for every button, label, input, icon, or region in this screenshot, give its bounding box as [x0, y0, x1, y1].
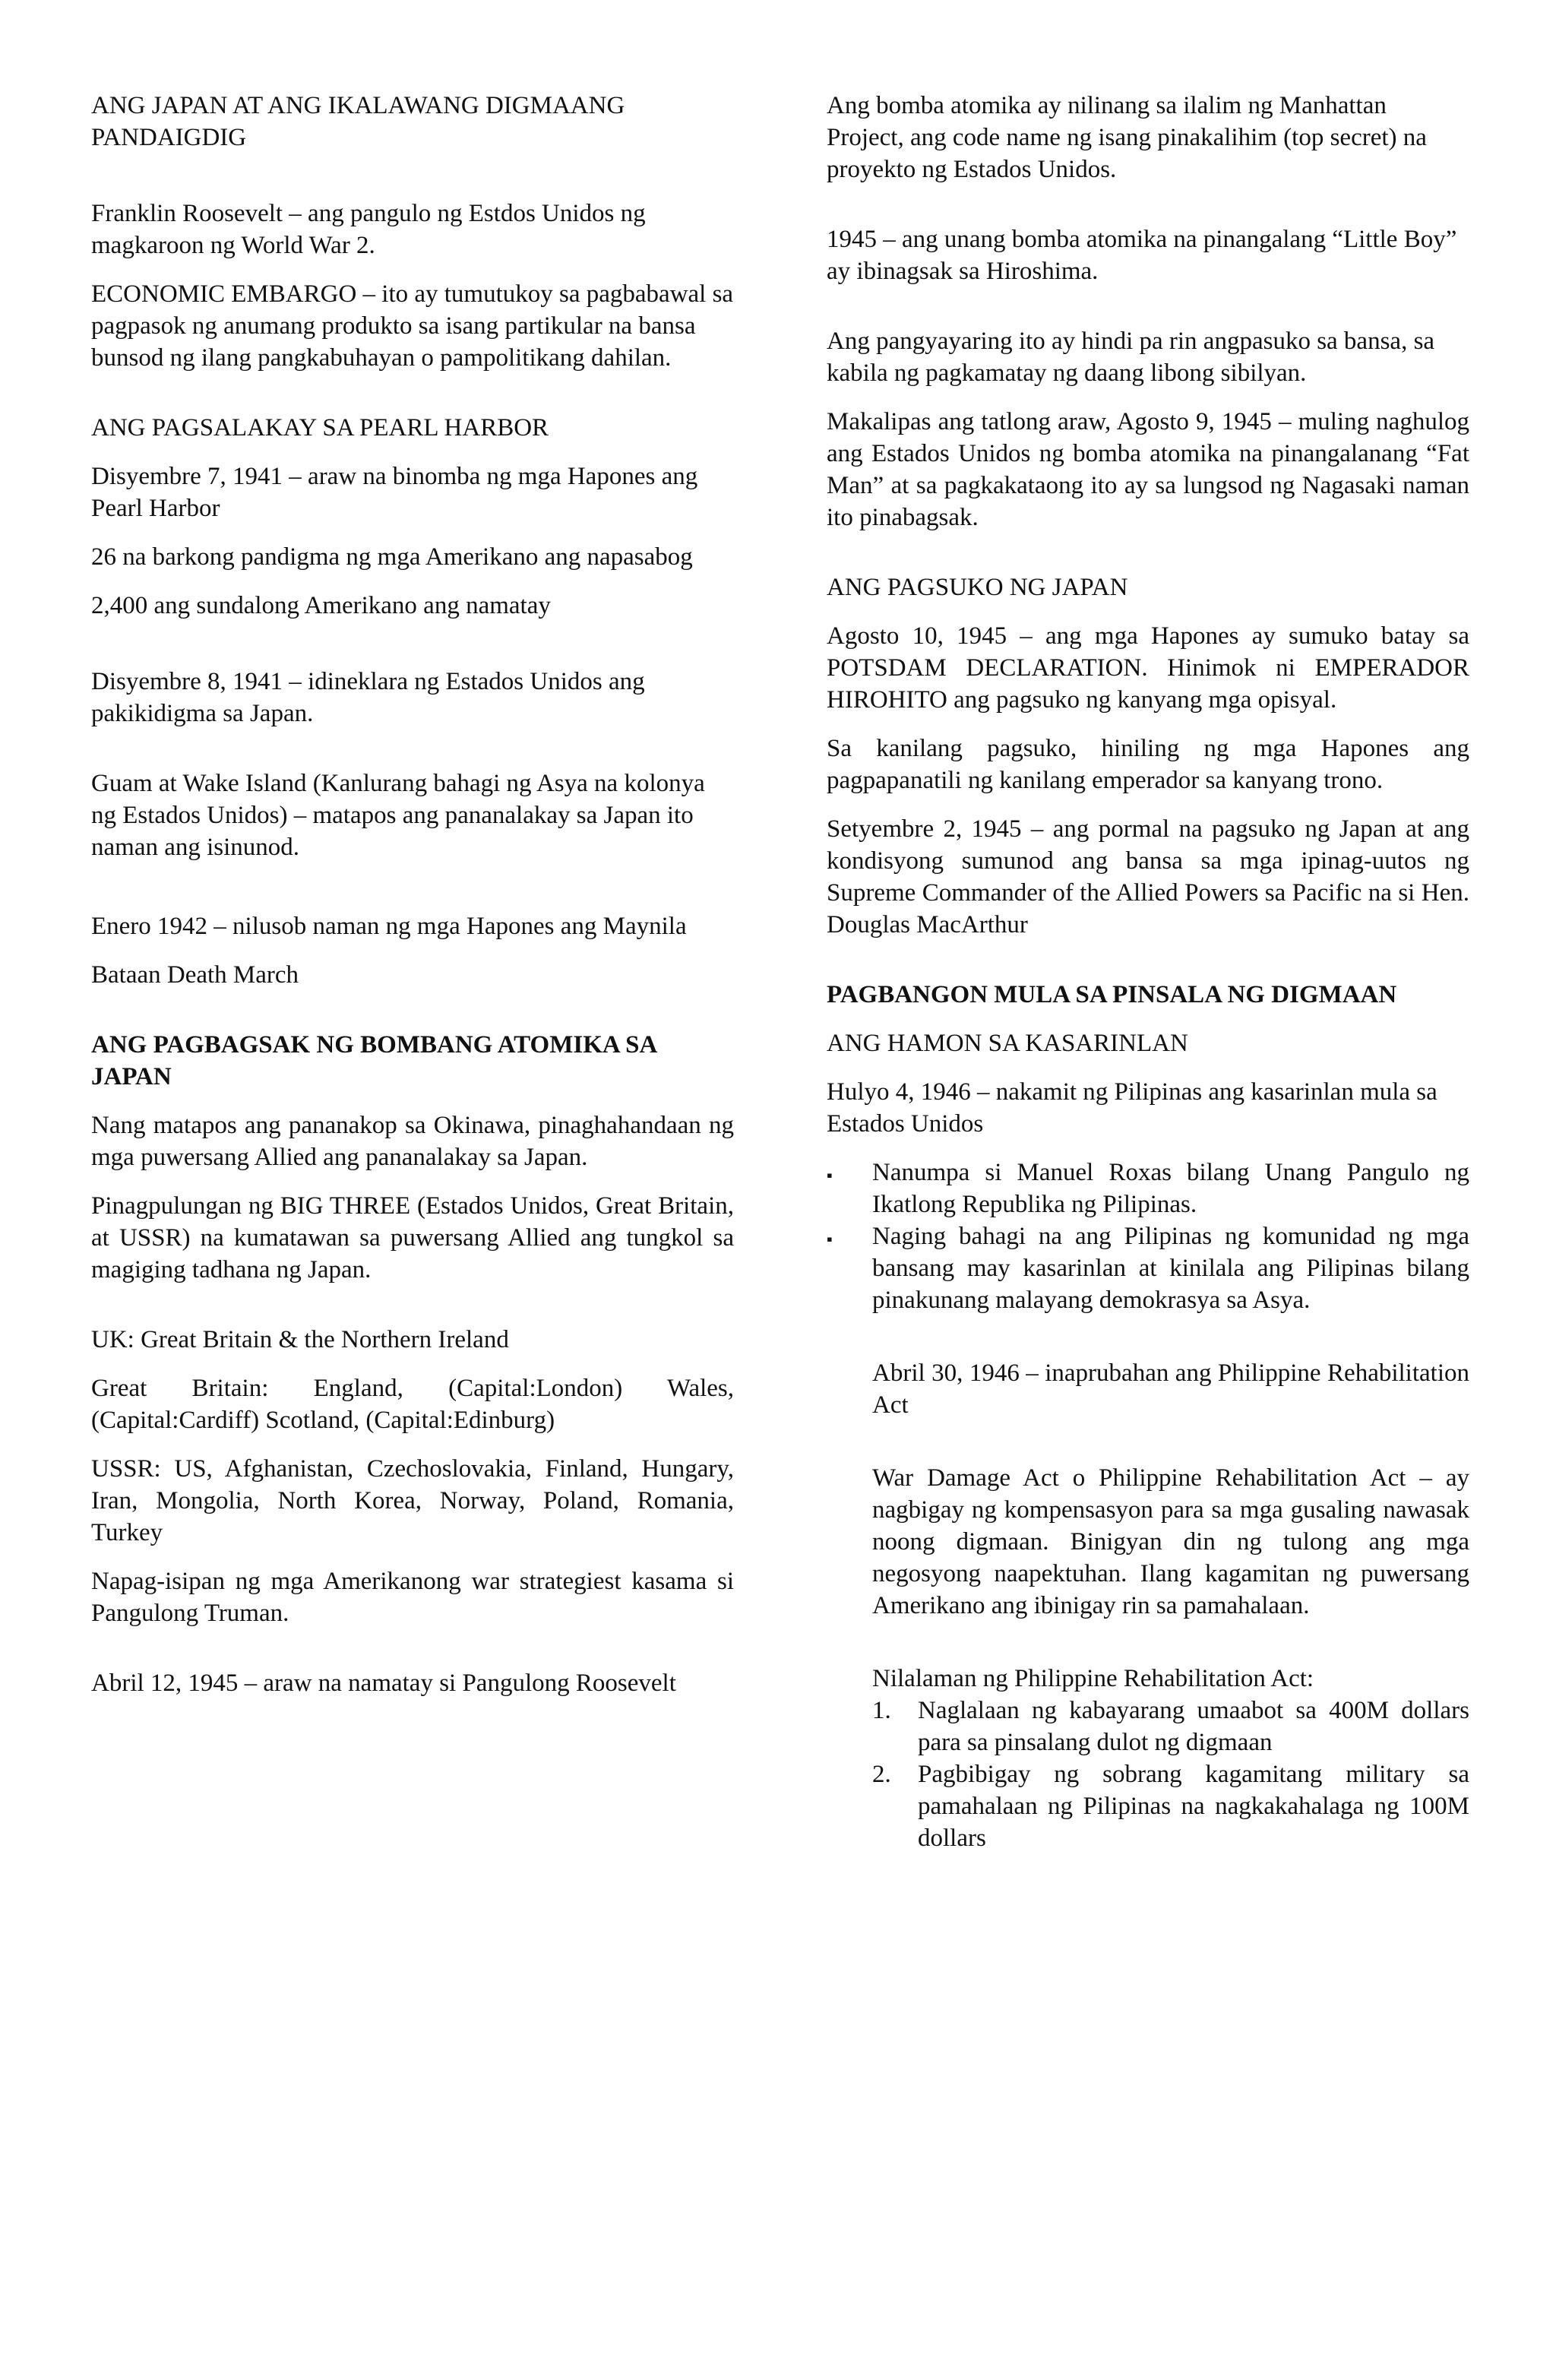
list-item: [872, 1695, 1469, 1758]
pearl-harbor-heading: ANG PAGSALAKAY SA PEARL HARBOR: [91, 414, 549, 442]
left-column: [91, 90, 734, 1716]
surrender-heading: ANG PAGSUKO NG JAPAN: [827, 574, 1128, 601]
list-item: [827, 1220, 1469, 1316]
okinawa-paragraph: Nang matapos ang pananakop sa Okinawa, pinaghahandaan ng mga puwersang Allied ang pananalakay sa Japan.: [91, 1112, 734, 1171]
list-item: [827, 1157, 1469, 1220]
uk-paragraph: UK: Great Britain & the Northern Ireland: [91, 1326, 509, 1353]
contents-label: Nilalaman ng Philippine Rehabilitation Act:: [872, 1665, 1314, 1692]
jan1942-paragraph: Enero 1942 – nilusob naman ng mga Hapones ang Maynila: [91, 913, 687, 940]
right-column: [827, 90, 1469, 1854]
item-text: Naglalaan ng kabayarang umaabot sa 400M dollars para sa pinsalang dulot ng digmaan: [918, 1697, 1469, 1756]
atomic-heading: ANG PAGBAGSAK NG BOMBANG ATOMIKA SA JAPAN: [91, 1031, 656, 1090]
little-boy-paragraph: 1945 – ang unang bomba atomika na pinangalang “Little Boy” ay ibinagsak sa Hiroshima.: [827, 226, 1457, 285]
strategist-paragraph: Napag-isipan ng mga Amerikanong war strategiest kasama si Pangulong Truman.: [91, 1568, 734, 1627]
item-number: 1.: [872, 1697, 891, 1724]
fat-man-paragraph: Makalipas ang tatlong araw, Agosto 9, 1945 – muling naghulog ang Estados Unidos ng bomba atomika na pinangalanang “Fat Man” at sa pagkakataong ito ay sa lungsod ng Nagasaki naman ito pinabagsak.: [827, 408, 1469, 531]
list-item: [872, 1758, 1469, 1854]
rehabilitation-numbered-list: [872, 1695, 1469, 1854]
war-damage-paragraph: War Damage Act o Philippine Rehabilitation Act – ay nagbigay ng kompensasyon para sa mga gusaling nawasak noong digmaan. Binigyan din ng tulong ang mga negosyong naapektuhan. Ilang kagamitan ng puwersang Amerikano ang ibinigay rin sa pamahalaan.: [872, 1464, 1469, 1619]
big-three-paragraph: Pinagpulungan ng BIG THREE (Estados Unidos, Great Britain, at USSR) na kumatawan sa puwersang Allied ang tungkol sa magiging tadhana ng Japan.: [91, 1192, 734, 1283]
rebuild-heading: PAGBANGON MULA SA PINSALA NG DIGMAAN: [827, 981, 1397, 1008]
independence-heading: ANG HAMON SA KASARINLAN: [827, 1030, 1188, 1057]
great-britain-paragraph: Great Britain: England, (Capital:London) Wales, (Capital:Cardiff) Scotland, (Capital:Edinburg): [91, 1375, 734, 1434]
apr12-paragraph: Abril 12, 1945 – araw na namatay si Pangulong Roosevelt: [91, 1669, 676, 1697]
item-text: Pagbibigay ng sobrang kagamitang military sa pamahalaan ng Pilipinas na nagkakahalaga ng 100M dollars: [918, 1761, 1469, 1852]
item-number: 2.: [872, 1761, 891, 1788]
dec7-paragraph: Disyembre 7, 1941 – araw na binomba ng mga Hapones ang Pearl Harbor: [91, 463, 698, 522]
dec8-paragraph: Disyembre 8, 1941 – idineklara ng Estados Unidos ang pakikidigma sa Japan.: [91, 668, 645, 727]
ships-paragraph: 26 na barkong pandigma ng mga Amerikano ang napasabog: [91, 543, 693, 571]
manhattan-paragraph: Ang bomba atomika ay nilinang sa ilalim ng Manhattan Project, ang code name ng isang pinakalihim (top secret) na proyekto ng Estados Unidos.: [827, 92, 1427, 183]
independence-bullet-list: [827, 1157, 1469, 1316]
sep2-paragraph: Setyembre 2, 1945 – ang pormal na pagsuko ng Japan at ang kondisyong sumunod ang bansa sa mga ipinag-uutos ng Supreme Commander of the Allied Powers sa Pacific na si Hen. Douglas MacArthur: [827, 815, 1469, 938]
ussr-paragraph: USSR: US, Afghanistan, Czechoslovakia, Finland, Hungary, Iran, Mongolia, North Korea, Norway, Poland, Romania, Turkey: [91, 1455, 734, 1546]
bullet-text: Nanumpa si Manuel Roxas bilang Unang Pangulo ng Ikatlong Republika ng Pilipinas.: [872, 1159, 1469, 1218]
aug10-paragraph: Agosto 10, 1945 – ang mga Hapones ay sumuko batay sa POTSDAM DECLARATION. Hinimok ni EMPERADOR HIROHITO ang pagsuko ng kanyang mga opisyal.: [827, 622, 1469, 714]
jul4-paragraph: Hulyo 4, 1946 – nakamit ng Pilipinas ang kasarinlan mula sa Estados Unidos: [827, 1078, 1437, 1138]
guam-paragraph: Guam at Wake Island (Kanlurang bahagi ng Asya na kolonya ng Estados Unidos) – matapos ang pananalakay sa Japan ito naman ang isinunod.: [91, 770, 705, 861]
bataan-paragraph: Bataan Death March: [91, 961, 299, 989]
apr30-paragraph: Abril 30, 1946 – inaprubahan ang Philippine Rehabilitation Act: [872, 1359, 1469, 1419]
not-surrender-paragraph: Ang pangyayaring ito ay hindi pa rin angpasuko sa bansa, sa kabila ng pagkamatay ng daang libong sibilyan.: [827, 328, 1435, 387]
square-bullet-icon: ▪: [827, 1230, 833, 1249]
bullet-text: Naging bahagi na ang Pilipinas ng komunidad ng mga bansang may kasarinlan at kinilala ang Pilipinas bilang pinakunang malayang demokrasya sa Asya.: [872, 1223, 1469, 1314]
document-title: ANG JAPAN AT ANG IKALAWANG DIGMAANG PANDAIGDIG: [91, 92, 625, 151]
square-bullet-icon: ▪: [827, 1166, 833, 1185]
soldiers-paragraph: 2,400 ang sundalong Amerikano ang namatay: [91, 592, 551, 619]
roosevelt-paragraph: Franklin Roosevelt – ang pangulo ng Estdos Unidos ng magkaroon ng World War 2.: [91, 200, 646, 259]
embargo-paragraph: ECONOMIC EMBARGO – ito ay tumutukoy sa pagbabawal sa pagpasok ng anumang produkto sa isang partikular na bansa bunsod ng ilang pangkabuhayan o pampolitikang dahilan.: [91, 280, 734, 372]
emperor-paragraph: Sa kanilang pagsuko, hiniling ng mga Hapones ang pagpapanatili ng kanilang emperador sa kanyang trono.: [827, 735, 1469, 794]
